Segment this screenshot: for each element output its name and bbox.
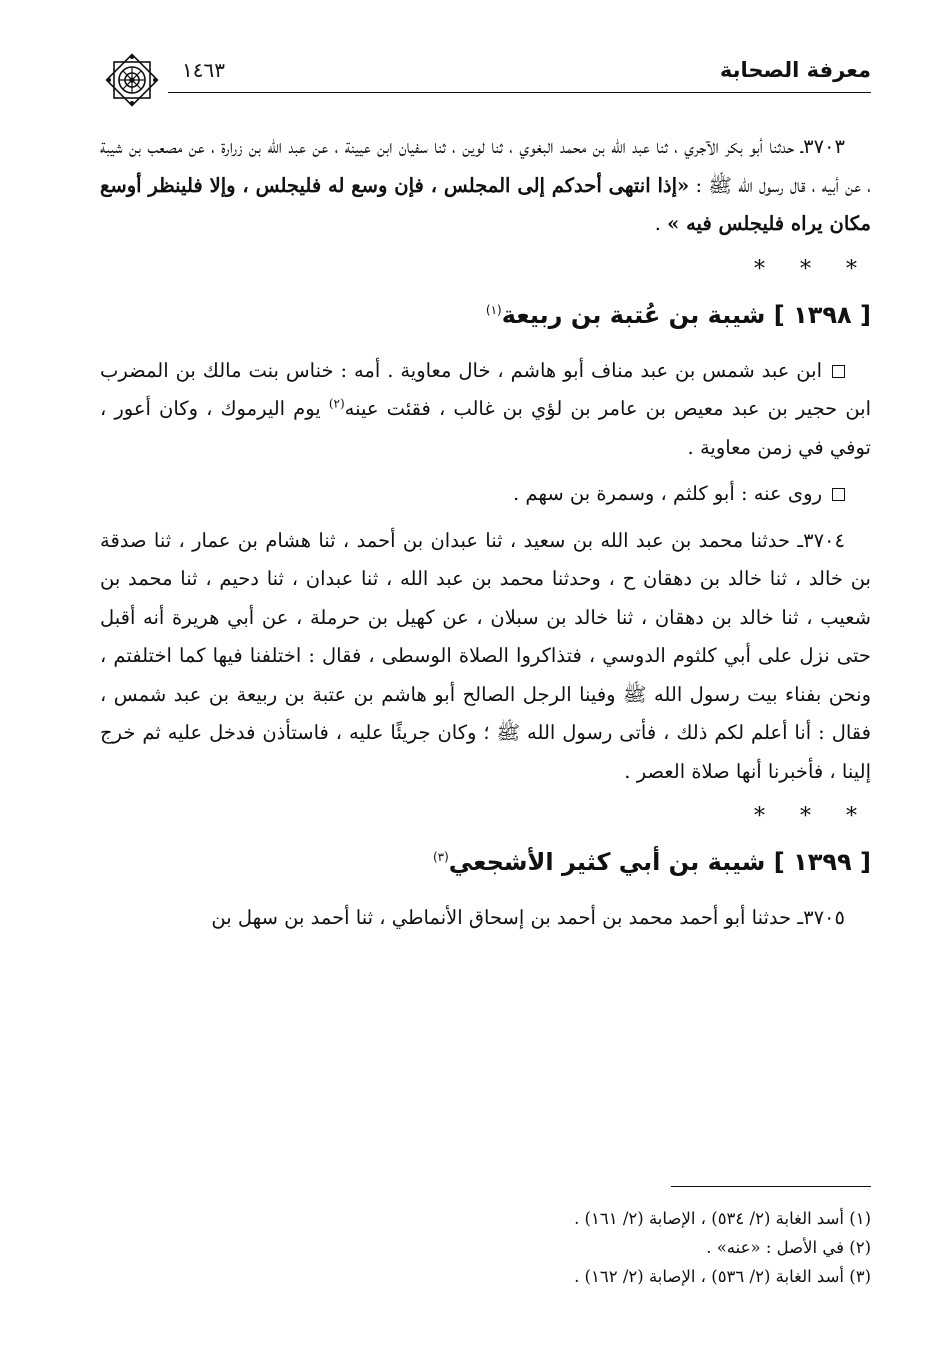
hadith-3703-end: .	[654, 212, 668, 235]
hadith-3705: ٣٧٠٥ـ حدثنا أبو أحمد محمد بن أحمد بن إسحاق الأنماطي ، ثنا أحمد بن سهل بن	[211, 906, 845, 929]
separator-stars: * * *	[754, 256, 871, 282]
square-bullet-icon	[832, 365, 845, 378]
narrators-paragraph	[100, 475, 871, 514]
page-number: ١٤٦٣	[182, 58, 225, 82]
footnote-3: (٣) أسد الغابة (٢/ ٥٣٦) ، الإصابة (٢/ ١٦٢) .	[574, 1267, 871, 1286]
footnotes	[100, 1204, 871, 1291]
heading-1398-text: [ ١٣٩٨ ] شيبة بن عُتبة بن ربيعة	[501, 300, 871, 329]
square-bullet-icon	[832, 488, 845, 501]
footnote-2: (٢) في الأصل : «عنه» .	[706, 1238, 871, 1257]
ornament-star-icon	[100, 48, 164, 112]
heading-1399-text: [ ١٣٩٩ ] شيبة بن أبي كثير الأشجعي	[448, 848, 871, 876]
heading-1398-footnote-ref: (١)	[485, 302, 502, 317]
bio-text-1: ابن عبد شمس بن عبد مناف أبو هاشم ، خال معاوية . أمه : خناس بنت مالك بن المضرب ابن حجير بن عبد معيص بن عامر بن لؤي بن غالب ، فقئت عينه	[100, 358, 872, 420]
narrators-text: روى عنه : أبو كلثم ، وسمرة بن سهم .	[512, 482, 822, 505]
bio-text-2: يوم اليرموك ، وكان أعور ، توفي في زمن معاوية .	[100, 397, 871, 459]
footnote-1: (١) أسد الغابة (٢/ ٥٣٤) ، الإصابة (٢/ ١٦١) .	[574, 1209, 871, 1228]
hadith-3704: ٣٧٠٤ـ حدثنا محمد بن عبد الله بن سعيد ، ثنا عبدان بن أحمد ، ثنا هشام بن عمار ، ثنا صدقة بن خالد ، ثنا خالد بن دهقان ح ، وحدثنا محمد بن عبد الله ، ثنا عبدان ، ثنا دحيم ، ثنا محمد بن شعيب ، ثنا خالد بن دهقان ، ثنا خالد بن سبلان ، عن كهيل بن حرملة ، عن أبي هريرة أنه أقبل حتى نزل على أبي كلثوم الدوسي ، فتذاكروا الصلاة الوسطى ، فقال : اختلفنا فيها كما اختلفتم ، ونحن بفناء بيت رسول الله ﷺ وفينا الرجل الصالح أبو هاشم بن عتبة بن ربيعة بن عبد شمس ، فقال : أنا أعلم لكم ذلك ، فأتى رسول الله ﷺ ؛ وكان جريئًا عليه ، فاستأذن فدخل عليه ثم خرج إلينا ، فأخبرنا أنها صلاة العصر .	[100, 528, 871, 783]
page-header	[100, 48, 871, 100]
hadith-3703-intro: ٣٧٠٣ـ حدثنا أبو بكر الآجري ، ثنا عبد الله بن محمد البغوي ، ثنا لوين ، ثنا سفيان ابن عيينة ، عن عبد الله بن زرارة ، عن مصعب بن شيبة ، عن أبيه ، قال رسول الله ﷺ :	[100, 135, 871, 197]
page-body	[100, 128, 871, 938]
hadith-3703-quote: «إذا انتهى أحدكم إلى المجلس ، فإن وسع له فليجلس ، وإلا فلينظر أوسع مكان يراه فليجلس فيه »	[100, 173, 871, 235]
book-title: معرفة الصحابة	[719, 58, 871, 82]
chapter-heading-1399	[100, 839, 871, 885]
bio-paragraph	[100, 352, 871, 468]
heading-1399-footnote-ref: (٣)	[432, 850, 449, 864]
footnote-rule	[671, 1186, 871, 1187]
chapter-heading-1398	[100, 292, 871, 338]
bio-footnote-ref: (٢)	[328, 396, 345, 411]
hadith-3703	[100, 128, 871, 244]
header-rule	[168, 92, 871, 93]
separator-stars-2: * * *	[754, 804, 871, 829]
